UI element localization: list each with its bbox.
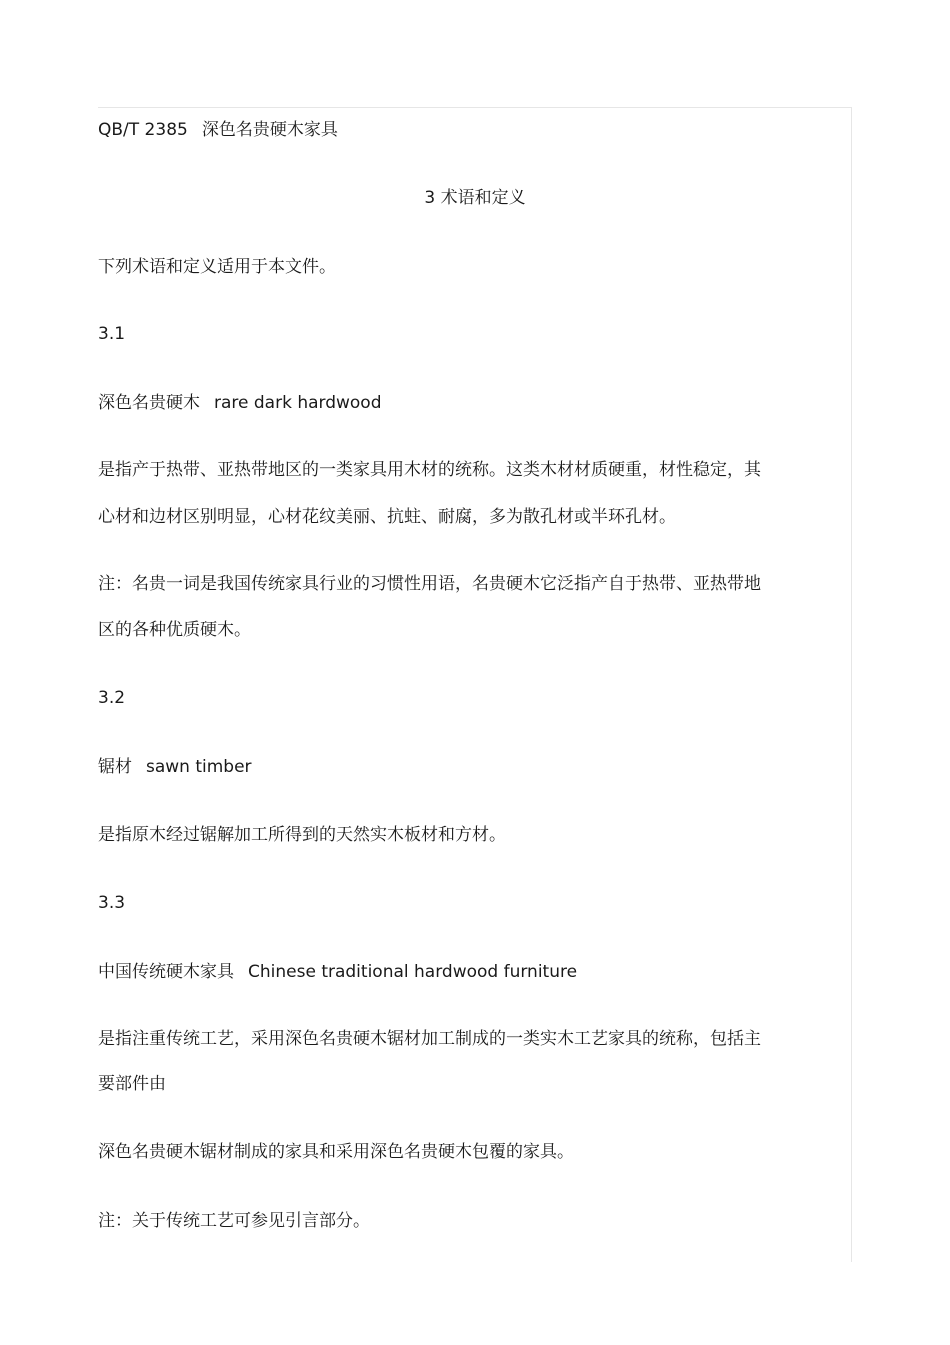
term-definition-line: 深色名贵硬木锯材制成的家具和采用深色名贵硬木包覆的家具。 [98,1142,574,1162]
term-heading [98,961,577,983]
term-name-en: sawn timber [146,757,252,777]
standard-code: QB/T 2385 [98,120,188,140]
term-note-line: 注：名贵一词是我国传统家具行业的习惯性用语，名贵硬木它泛指产自于热带、亚热带地 [98,574,761,594]
section-intro: 下列术语和定义适用于本文件。 [98,257,336,277]
term-number: 3.1 [98,324,126,344]
term-definition-line: 要部件由 [98,1074,166,1094]
term-number: 3.3 [98,893,126,913]
page-frame-right-border [851,107,852,1262]
term-definition-line: 是指产于热带、亚热带地区的一类家具用木材的统称。这类木材材质硬重，材性稳定，其 [98,460,761,480]
standard-title: 深色名贵硬木家具 [201,120,338,140]
term-name-en: Chinese traditional hardwood furniture [248,962,578,982]
document-header [98,119,338,141]
term-definition-line: 是指原木经过锯解加工所得到的天然实木板材和方材。 [98,825,506,845]
term-note-line: 注：关于传统工艺可参见引言部分。 [98,1211,370,1231]
term-number: 3.2 [98,688,126,708]
page-frame-top-border [98,107,851,108]
term-note-line: 区的各种优质硬木。 [98,620,251,640]
section-title: 3 术语和定义 [424,188,526,208]
term-heading [98,756,252,778]
term-name-cn: 中国传统硬木家具 [98,962,234,982]
term-name-cn: 深色名贵硬木 [98,393,200,413]
term-definition-line: 是指注重传统工艺，采用深色名贵硬木锯材加工制成的一类实木工艺家具的统称，包括主 [98,1029,761,1049]
term-name-en: rare dark hardwood [214,393,382,413]
term-definition-line: 心材和边材区别明显，心材花纹美丽、抗蛀、耐腐，多为散孔材或半环孔材。 [98,507,676,527]
term-name-cn: 锯材 [98,757,132,777]
term-heading [98,392,382,414]
